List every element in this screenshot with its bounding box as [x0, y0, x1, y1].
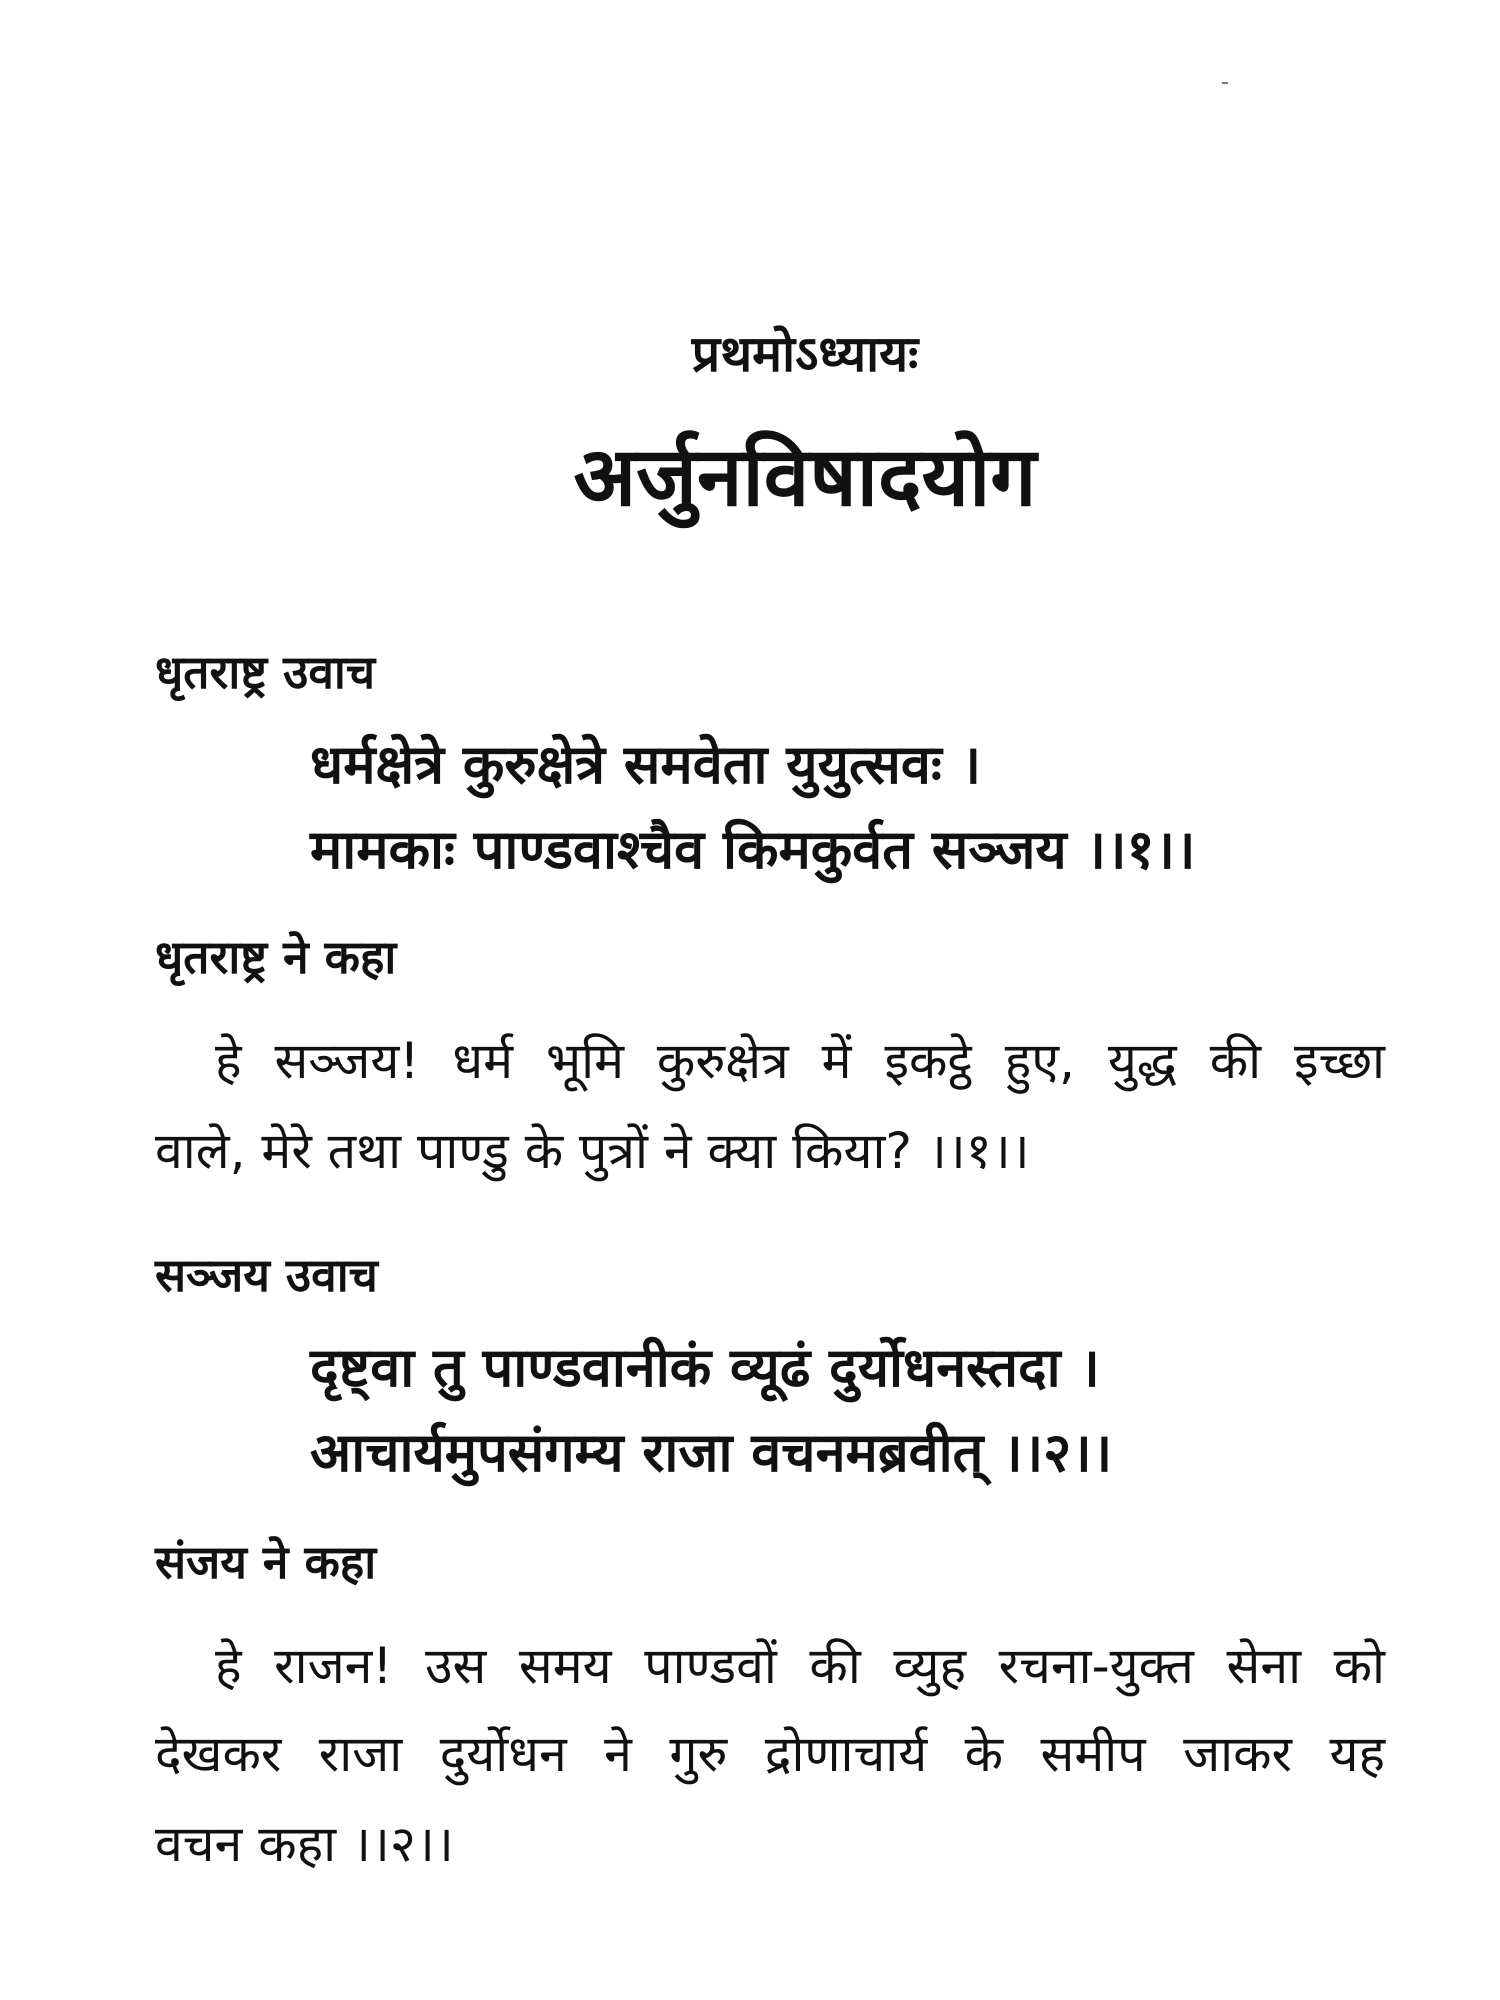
translation-line: वाले, मेरे तथा पाण्डु के पुत्रों ने क्या किया? ।।१।।: [155, 1122, 1030, 1180]
scan-speck: [1222, 82, 1228, 84]
translation-line: हे राजन! उस समय पाण्डवों की व्युह रचना-युक्त सेना को: [215, 1637, 1385, 1695]
translation-line: देखकर राजा दुर्योधन ने गुरु द्रोणाचार्य के समीप जाकर यह: [155, 1725, 1385, 1783]
speaker-heading: धृतराष्ट्र ने कहा: [155, 930, 397, 984]
verse-line: धर्मक्षेत्रे कुरुक्षेत्रे समवेता युयुत्सवः ।: [310, 733, 982, 796]
translation-line: हे सञ्जय! धर्म भूमि कुरुक्षेत्र में इकट्ठे हुए, युद्ध की इच्छा: [215, 1032, 1385, 1090]
verse-line: दृष्ट्वा तु पाण्डवानीकं व्यूढं दुर्योधनस्तदा ।: [310, 1336, 1100, 1399]
speaker-heading: धृतराष्ट्र उवाच: [155, 645, 376, 699]
verse-line: आचार्यमुपसंगम्य राजा वचनमब्रवीत् ।।२।।: [310, 1421, 1113, 1484]
chapter-number-label: प्रथमोऽध्यायः: [691, 325, 919, 383]
translation-line: वचन कहा ।।२।।: [155, 1815, 454, 1873]
speaker-heading: संजय ने कहा: [155, 1535, 377, 1589]
speaker-heading: सञ्जय उवाच: [155, 1248, 378, 1302]
verse-line: मामकाः पाण्डवाश्चैव किमकुर्वत सञ्जय ।।१।।: [310, 818, 1196, 881]
chapter-title: अर्जुनविषादयोग: [573, 430, 1037, 525]
